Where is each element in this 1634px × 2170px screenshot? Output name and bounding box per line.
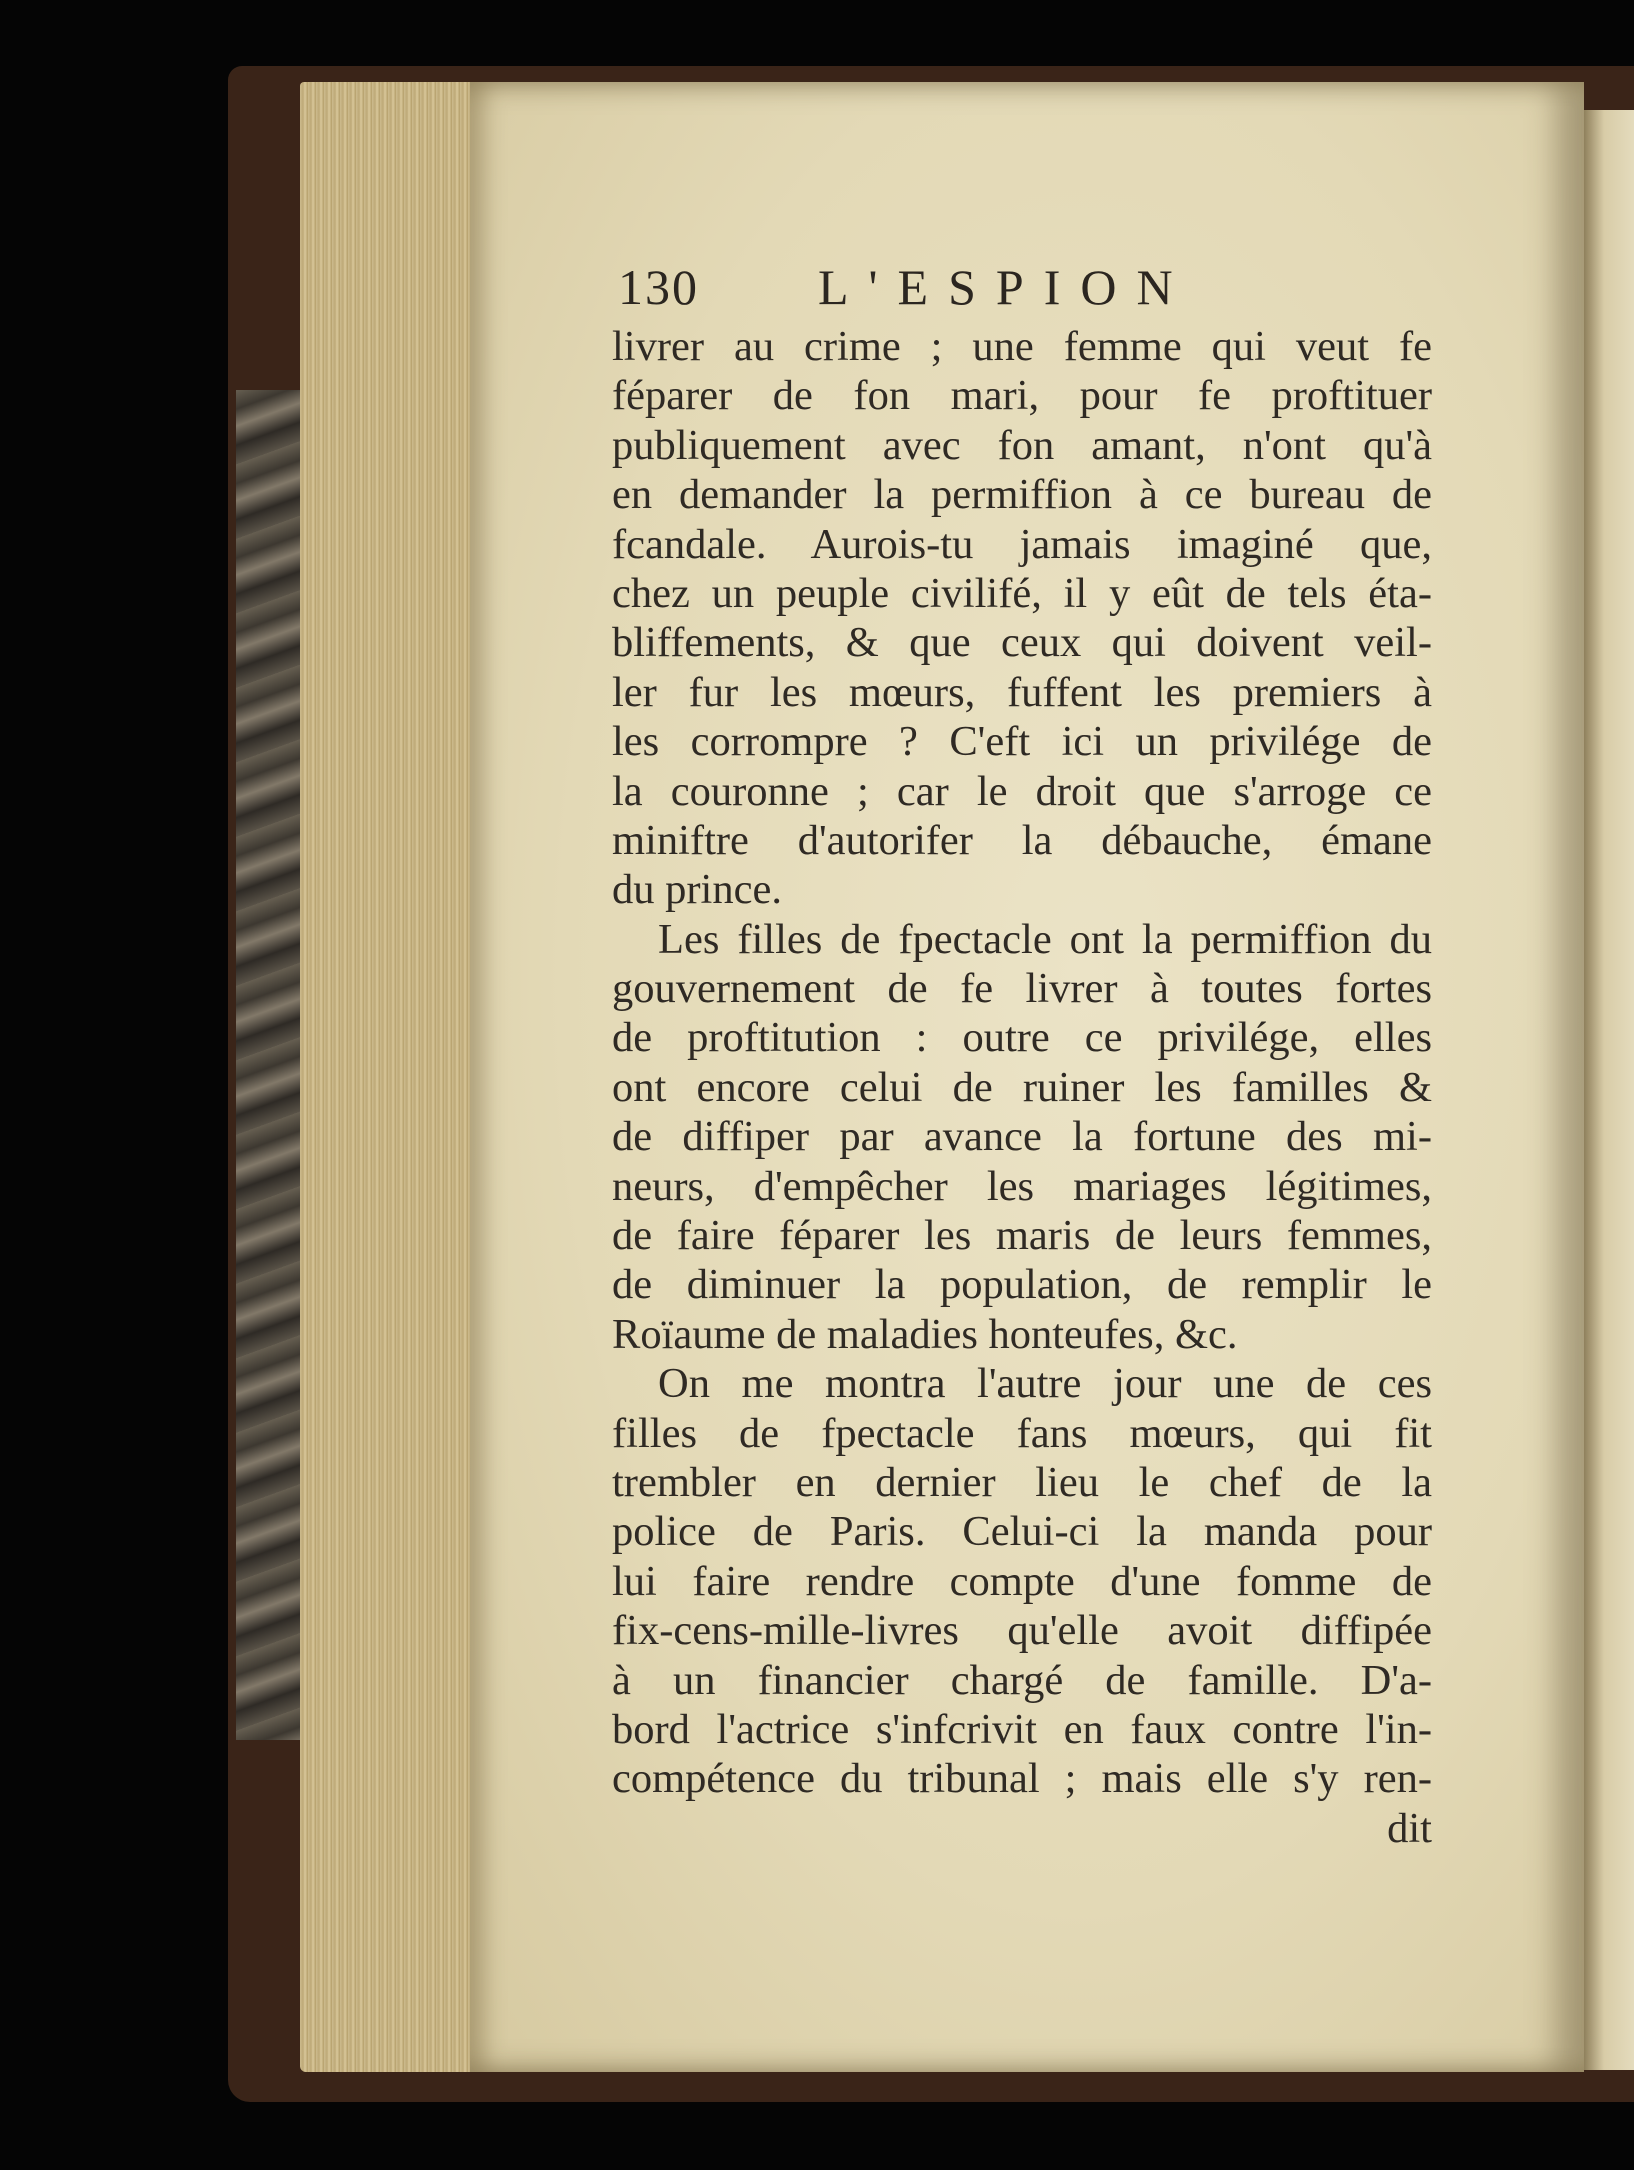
page-edges — [300, 82, 472, 2072]
text-line: bliffements, & que ceux qui doivent veil- — [612, 619, 1432, 667]
text-line: Roïaume de maladies honteufes, &c. — [612, 1310, 1238, 1358]
text-line: de diminuer la population, de remplir le — [612, 1261, 1432, 1309]
text-line: miniftre d'autorifer la débauche, émane — [612, 816, 1432, 864]
text-line: de proftitution : outre ce privilége, elles — [612, 1014, 1432, 1062]
text-line: chez un peuple civilifé, il y eût de tels éta- — [612, 569, 1432, 617]
text-line: publiquement avec fon amant, n'ont qu'à — [612, 421, 1432, 469]
text-line: féparer de fon mari, pour fe proftituer — [612, 372, 1432, 420]
text-line: à un financier chargé de famille. D'a- — [612, 1656, 1432, 1704]
text-line: en demander la permiffion à ce bureau de — [612, 471, 1432, 519]
catchword: dit — [1387, 1804, 1432, 1852]
text-line: trembler en dernier lieu le chef de la — [612, 1458, 1432, 1506]
page-number: 130 — [618, 259, 699, 315]
text-line: gouvernement de fe livrer à toutes fortes — [612, 965, 1432, 1013]
text-line: neurs, d'empêcher les mariages légitimes, — [612, 1162, 1432, 1210]
text-line: bord l'actrice s'infcrivit en faux contre l'in- — [612, 1705, 1432, 1753]
text-line: de diffiper par avance la fortune des mi- — [612, 1113, 1432, 1161]
text-line: compétence du tribunal ; mais elle s'y ren- — [612, 1755, 1432, 1803]
text-line: ont encore celui de ruiner les familles & — [612, 1063, 1432, 1111]
text-line: lui faire rendre compte d'une fomme de — [612, 1557, 1432, 1605]
text-line: la couronne ; car le droit que s'arroge ce — [612, 767, 1432, 815]
text-line: livrer au crime ; une femme qui veut fe — [612, 323, 1432, 370]
text-line: fix-cens-mille-livres qu'elle avoit diffipée — [612, 1607, 1432, 1655]
text-line: de faire féparer les maris de leurs femmes, — [612, 1212, 1432, 1260]
running-title: L'ESPION — [818, 259, 1193, 315]
text-line: ler fur les mœurs, fuffent les premiers à — [612, 668, 1432, 716]
text-line: les corrompre ? C'eft ici un privilége de — [612, 718, 1432, 766]
text-line: Les filles de fpectacle ont la permiffion du — [658, 915, 1432, 963]
body-text — [612, 322, 1432, 1853]
page-header — [618, 258, 1278, 328]
text-line: police de Paris. Celui-ci la manda pour — [612, 1508, 1432, 1556]
facing-page-edge — [1584, 110, 1634, 2070]
text-line: On me montra l'autre jour une de ces — [658, 1360, 1432, 1408]
text-line: filles de fpectacle fans mœurs, qui fit — [612, 1409, 1432, 1457]
text-line: du prince. — [612, 866, 782, 914]
text-line: fcandale. Aurois-tu jamais imaginé que, — [612, 520, 1432, 568]
